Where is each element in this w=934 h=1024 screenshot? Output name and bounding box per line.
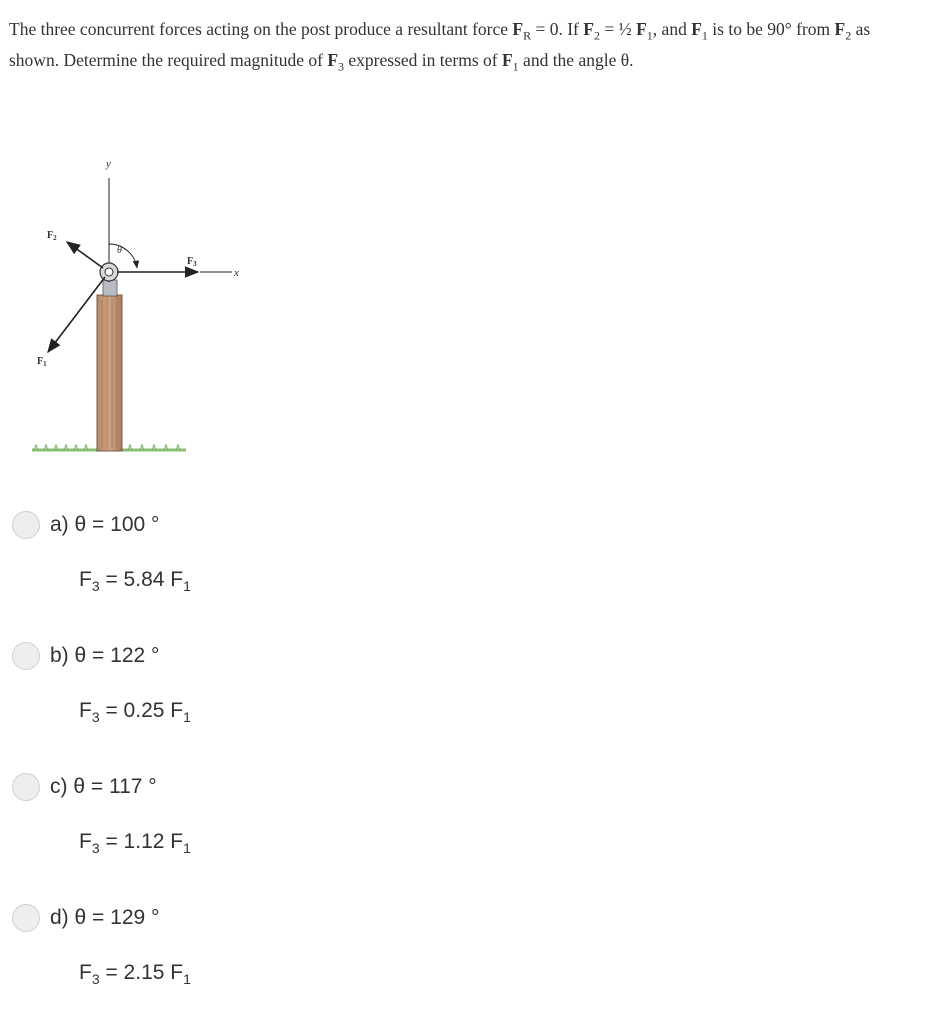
f1-subscript: 1: [183, 709, 191, 726]
option-theta-value: θ = 100 °: [74, 513, 160, 536]
force-subscript: 2: [593, 28, 600, 43]
force-symbol: F: [834, 19, 846, 39]
f3-subscript: 3: [91, 840, 100, 857]
option-a-theta: [50, 511, 159, 539]
option-d-theta: [50, 904, 159, 932]
option-c-theta: [50, 773, 157, 801]
answer-option-a[interactable]: [12, 511, 432, 601]
force-subscript: 1: [646, 28, 653, 43]
f3-symbol: F: [79, 568, 92, 591]
option-letter: d): [50, 906, 69, 929]
option-theta-value: θ = 117 °: [73, 775, 157, 798]
force-subscript: 3: [338, 59, 345, 74]
answer-option-d[interactable]: [12, 904, 432, 994]
wooden-post: [97, 295, 122, 451]
force-f1-label: $F_1$: [37, 356, 47, 368]
f1-subscript: 1: [183, 971, 191, 988]
f3-subscript: 3: [91, 971, 100, 988]
post-bracket: [103, 280, 117, 296]
force-f3-label: $F_3$: [187, 256, 197, 268]
option-b-f3: [79, 697, 191, 725]
f3-symbol: F: [79, 830, 92, 853]
f3-value: = 0.25 F: [99, 699, 184, 722]
force-symbol: F: [327, 50, 339, 70]
question-text-part: as shown. Determine the required magnitude of: [9, 19, 871, 70]
force-subscript: R: [523, 28, 532, 43]
question-text: [9, 14, 919, 76]
option-b-theta: [50, 642, 159, 670]
radio-button-d[interactable]: [12, 904, 40, 932]
force-subscript: 1: [701, 28, 708, 43]
question-text-part: The three concurrent forces acting on the post produce a resultant force: [9, 19, 513, 39]
force-symbol: F: [501, 50, 513, 70]
x-axis-label: x: [234, 267, 239, 279]
question-text-part: = ½: [599, 19, 637, 39]
radio-button-b[interactable]: [12, 642, 40, 670]
force-symbol: F: [512, 19, 524, 39]
answer-option-b[interactable]: [12, 642, 432, 732]
option-theta-value: θ = 122 °: [74, 644, 160, 667]
f3-value: = 2.15 F: [99, 961, 184, 984]
f3-value: = 1.12 F: [99, 830, 184, 853]
option-letter: b): [50, 644, 69, 667]
force-symbol: F: [583, 19, 594, 39]
option-theta-value: θ = 129 °: [74, 906, 160, 929]
radio-button-a[interactable]: [12, 511, 40, 539]
f3-symbol: F: [79, 961, 92, 984]
force-f2-label: $F_2$: [47, 230, 57, 242]
answer-option-c[interactable]: [12, 773, 432, 863]
option-d-f3: [79, 959, 191, 987]
f3-value: = 5.84 F: [99, 568, 184, 591]
option-letter: c): [50, 775, 68, 798]
force-subscript: 1: [512, 59, 519, 74]
force-subscript: 2: [845, 28, 852, 43]
force-diagram: [25, 148, 255, 468]
question-text-part: = 0. If: [531, 19, 584, 39]
ring-center: [105, 268, 113, 276]
f1-subscript: 1: [183, 578, 191, 595]
theta-label: θ: [117, 245, 122, 256]
force-f1-arrow: [48, 277, 105, 352]
f3-subscript: 3: [91, 578, 100, 595]
question-text-part: expressed in terms of: [344, 50, 502, 70]
force-f2-arrow: [67, 242, 103, 268]
option-a-f3: [79, 566, 191, 594]
f3-subscript: 3: [91, 709, 100, 726]
option-letter: a): [50, 513, 69, 536]
force-symbol: F: [636, 19, 647, 39]
question-text-part: , and: [652, 19, 692, 39]
f1-subscript: 1: [183, 840, 191, 857]
y-axis-label: y: [106, 158, 111, 170]
f3-symbol: F: [79, 699, 92, 722]
radio-button-c[interactable]: [12, 773, 40, 801]
question-text-part: is to be 90° from: [707, 19, 835, 39]
option-c-f3: [79, 828, 191, 856]
question-text-part: and the angle θ.: [518, 50, 634, 70]
force-symbol: F: [691, 19, 702, 39]
